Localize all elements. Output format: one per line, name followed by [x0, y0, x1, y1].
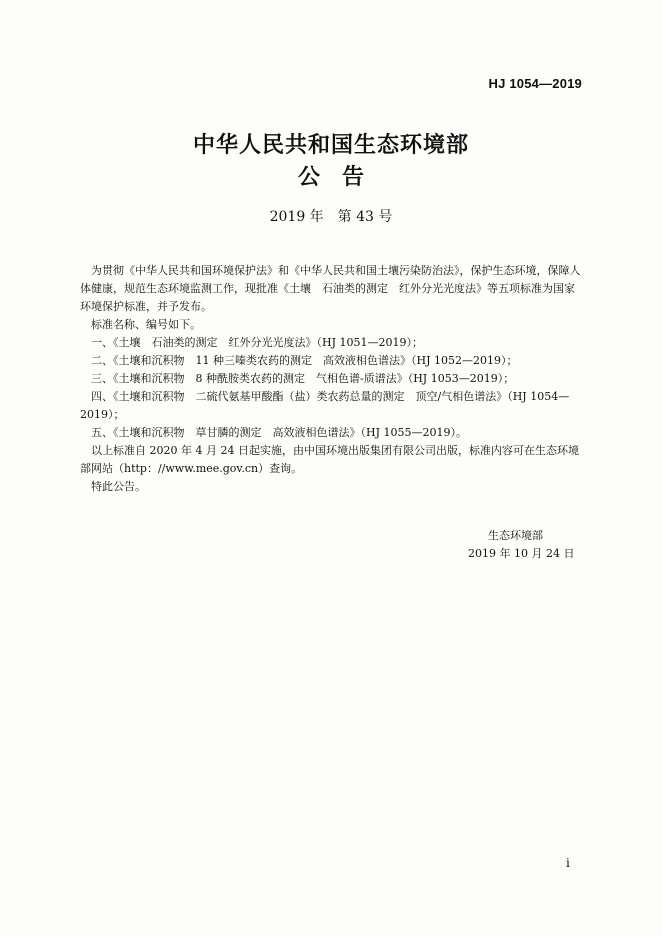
page-number: i	[566, 856, 570, 870]
list-item: 五、《土壤和沉积物 草甘膦的测定 高效液相色谱法》（HJ 1055—2019）。	[91, 426, 467, 439]
document-number: 2019 年 第 43 号	[269, 209, 393, 225]
closing-line: 特此公告。	[91, 480, 146, 493]
list-item: 四、《土壤和沉积物 二硫代氨基甲酸酯（盐）类农药总量的测定 顶空/气相色谱法》（HJ 1054—2019）；	[80, 390, 570, 421]
list-item: 二、《土壤和沉积物 11 种三嗪类农药的测定 高效液相色谱法》（HJ 1052—2019）；	[91, 354, 518, 367]
notice-body	[80, 262, 585, 496]
intro-paragraph: 为贯彻《中华人民共和国环境保护法》和《中华人民共和国土壤污染防治法》，保护生态环境，保障人体健康，规范生态环境监测工作，现批准《土壤 石油类的测定 红外分光光度法》等五项标准为国家环境保护标准，并予发布。	[80, 264, 581, 313]
list-item: 三、《土壤和沉积物 8 种酰胺类农药的测定 气相色谱-质谱法》（HJ 1053—2019）；	[91, 372, 515, 385]
list-heading: 标准名称、编号如下。	[91, 318, 201, 331]
list-item: 一、《土壤 石油类的测定 红外分光光度法》（HJ 1051—2019）；	[91, 336, 423, 349]
standard-code: HJ 1054—2019	[488, 76, 582, 91]
signature-date: 2019 年 10 月 24 日	[468, 547, 575, 560]
signature-organization: 生态环境部	[488, 529, 543, 542]
signature-block	[440, 527, 600, 563]
organization-title: 中华人民共和国生态环境部	[192, 133, 469, 158]
notice-title: 公告	[297, 165, 386, 190]
implementation-paragraph: 以上标准自 2020 年 4 月 24 日起实施，由中国环境出版集团有限公司出版，标准内容可在生态环境部网站（http：//www.mee.gov.cn）查询。	[80, 444, 579, 475]
